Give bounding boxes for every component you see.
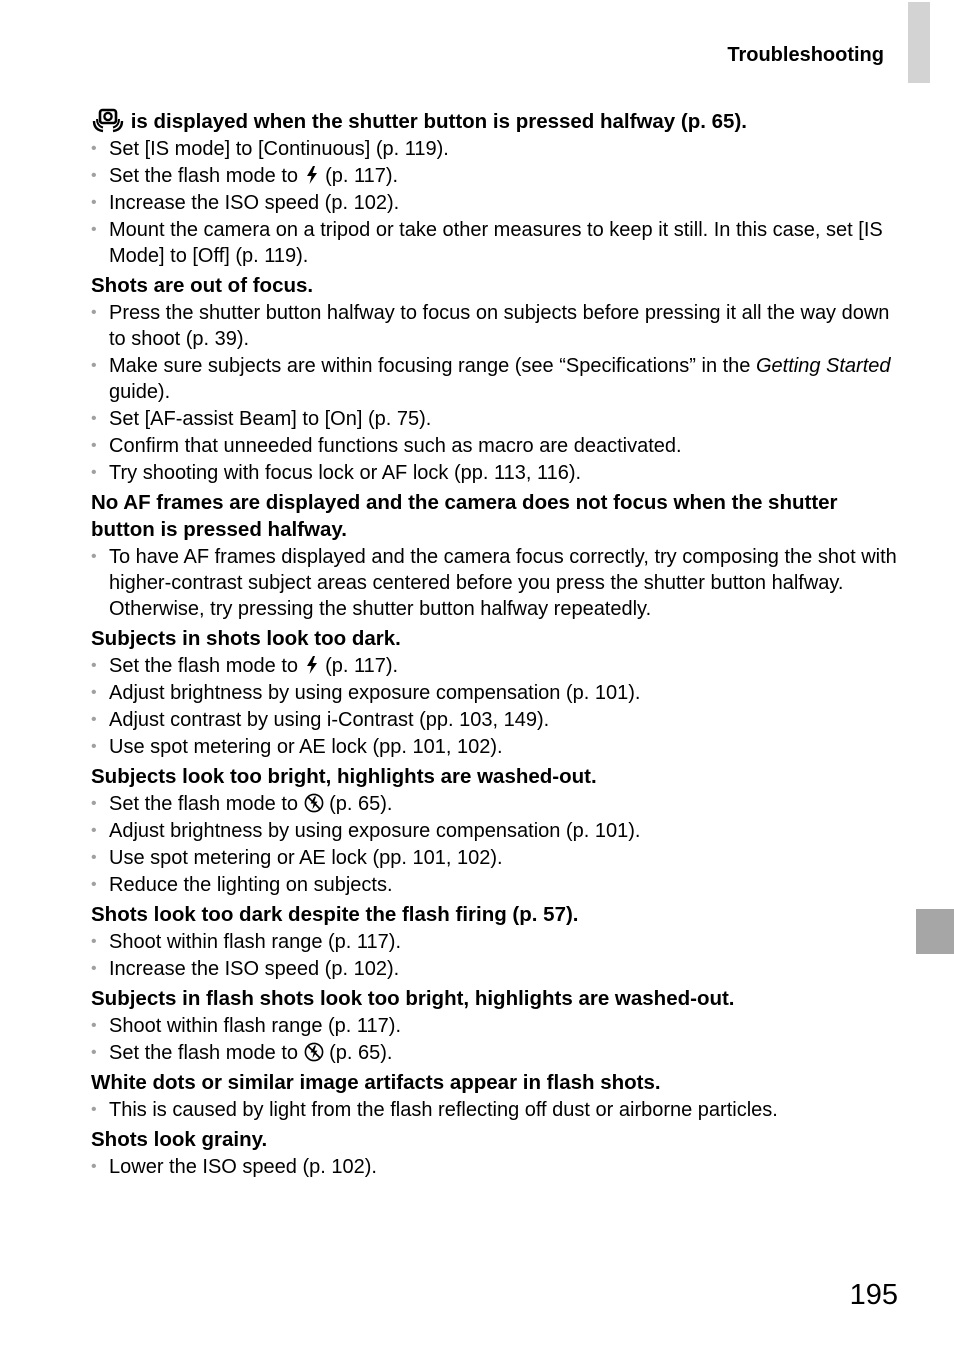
item-text: Make sure subjects are within focusing range (see “Specifications” in the	[109, 355, 756, 377]
list-item	[91, 406, 897, 432]
troubleshooting-section	[91, 623, 897, 760]
section-title-text: Shots are out of focus.	[91, 274, 314, 297]
list-item	[91, 433, 897, 459]
item-text: Adjust brightness by using exposure compensation (p. 101).	[109, 682, 641, 704]
list-item	[91, 544, 897, 622]
item-text-continued: (p. 65).	[323, 793, 393, 815]
section-title	[91, 1124, 897, 1153]
troubleshooting-section	[91, 899, 897, 982]
item-text: Press the shutter button halfway to focus on subjects before pressing it all the way down to shoot (p. 39).	[109, 302, 890, 350]
item-text: Set the flash mode to	[109, 655, 304, 677]
list-item	[91, 136, 897, 162]
list-item	[91, 1097, 897, 1123]
bullet-list	[91, 929, 897, 982]
bullet-list	[91, 544, 897, 622]
page-header: Troubleshooting	[727, 44, 884, 66]
list-item	[91, 956, 897, 982]
item-text-continued: (p. 65).	[323, 1042, 393, 1064]
troubleshooting-section	[91, 1124, 897, 1180]
list-item	[91, 460, 897, 486]
flash-on-icon	[304, 655, 320, 675]
item-text: To have AF frames displayed and the camera focus correctly, try composing the shot with higher-contrast subject areas centered before you press the shutter button halfway. Otherwise, try pressing the shutter button halfway repeatedly.	[109, 546, 897, 620]
troubleshooting-section	[91, 487, 897, 622]
list-item	[91, 845, 897, 871]
section-title-text: Subjects in shots look too dark.	[91, 627, 401, 650]
item-text: Set the flash mode to	[109, 1042, 304, 1064]
list-item	[91, 163, 897, 189]
section-title-text: Shots look too dark despite the flash firing (p. 57).	[91, 903, 579, 926]
section-title-text: No AF frames are displayed and the camera does not focus when the shutter button is pressed halfway.	[91, 491, 838, 541]
list-item	[91, 818, 897, 844]
list-item	[91, 1040, 897, 1066]
item-text-continued: guide).	[109, 381, 171, 403]
troubleshooting-section	[91, 104, 897, 269]
section-title	[91, 270, 897, 299]
page-number: 195	[849, 1279, 898, 1311]
item-text: Use spot metering or AE lock (pp. 101, 102).	[109, 847, 503, 869]
item-text: Set [IS mode] to [Continuous] (p. 119).	[109, 138, 449, 160]
section-title-text: White dots or similar image artifacts appear in flash shots.	[91, 1071, 661, 1094]
list-item	[91, 217, 897, 269]
list-item	[91, 190, 897, 216]
item-text: Adjust brightness by using exposure compensation (p. 101).	[109, 820, 641, 842]
item-text: Try shooting with focus lock or AF lock (pp. 113, 116).	[109, 462, 582, 484]
item-text: Set the flash mode to	[109, 165, 304, 187]
item-text: Shoot within flash range (p. 117).	[109, 1015, 402, 1037]
section-title	[91, 487, 897, 543]
list-item	[91, 680, 897, 706]
troubleshooting-section	[91, 1067, 897, 1123]
item-text: Use spot metering or AE lock (pp. 101, 102).	[109, 736, 503, 758]
bullet-list	[91, 1013, 897, 1066]
section-title	[91, 899, 897, 928]
section-title-text: Subjects in flash shots look too bright, highlights are washed-out.	[91, 987, 735, 1010]
section-title-text: Shots look grainy.	[91, 1128, 268, 1151]
item-italic-text: Getting Started	[755, 355, 891, 377]
camera-shake-icon	[91, 106, 125, 133]
item-text: Set the flash mode to	[109, 793, 304, 815]
flash-on-icon	[304, 165, 320, 185]
list-item	[91, 734, 897, 760]
flash-off-icon	[304, 793, 324, 813]
bullet-list	[91, 1097, 897, 1123]
list-item	[91, 300, 897, 352]
item-text: Mount the camera on a tripod or take other measures to keep it still. In this case, set [IS Mode] to [Off] (p. 119).	[109, 219, 883, 267]
item-text-continued: (p. 117).	[319, 165, 399, 187]
troubleshooting-content	[91, 104, 897, 1181]
flash-off-icon	[304, 1042, 324, 1062]
section-title	[91, 1067, 897, 1096]
item-text-continued: (p. 117).	[319, 655, 399, 677]
item-text: Increase the ISO speed (p. 102).	[109, 192, 400, 214]
item-text: Adjust contrast by using i-Contrast (pp. 103, 149).	[109, 709, 550, 731]
troubleshooting-section	[91, 270, 897, 486]
bullet-list	[91, 1154, 897, 1180]
list-item	[91, 872, 897, 898]
section-title	[91, 983, 897, 1012]
section-title-text: is displayed when the shutter button is pressed halfway (p. 65).	[130, 110, 747, 133]
list-item	[91, 791, 897, 817]
list-item	[91, 353, 897, 405]
bullet-list	[91, 136, 897, 269]
item-text: Confirm that unneeded functions such as macro are deactivated.	[109, 435, 682, 457]
troubleshooting-section	[91, 983, 897, 1066]
list-item	[91, 1154, 897, 1180]
section-title	[91, 761, 897, 790]
bullet-list	[91, 653, 897, 760]
list-item	[91, 1013, 897, 1039]
bullet-list	[91, 791, 897, 898]
section-title-text: Subjects look too bright, highlights are washed-out.	[91, 765, 597, 788]
list-item	[91, 707, 897, 733]
item-text: Set [AF-assist Beam] to [On] (p. 75).	[109, 408, 432, 430]
item-text: Increase the ISO speed (p. 102).	[109, 958, 400, 980]
bullet-list	[91, 300, 897, 486]
item-text: Shoot within flash range (p. 117).	[109, 931, 402, 953]
section-title	[91, 104, 897, 135]
item-text: Lower the ISO speed (p. 102).	[109, 1156, 377, 1178]
troubleshooting-section	[91, 761, 897, 898]
section-title	[91, 623, 897, 652]
list-item	[91, 653, 897, 679]
list-item	[91, 929, 897, 955]
chapter-tab-top	[908, 2, 930, 83]
chapter-tab-side	[916, 909, 954, 954]
item-text: This is caused by light from the flash reflecting off dust or airborne particles.	[109, 1099, 778, 1121]
item-text: Reduce the lighting on subjects.	[109, 874, 393, 896]
